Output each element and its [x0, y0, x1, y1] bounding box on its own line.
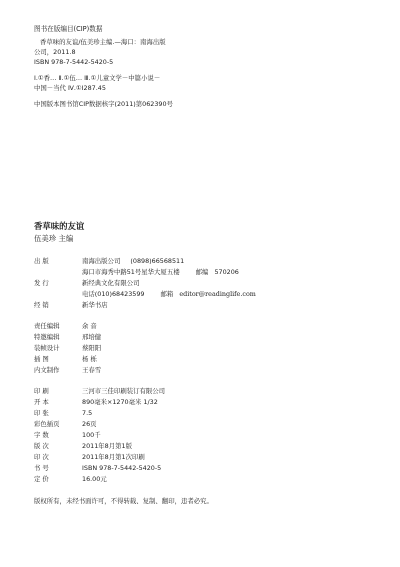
email-label: 邮箱 [160, 289, 174, 298]
spec-row [34, 431, 364, 439]
spec-row [34, 464, 364, 472]
credit-row [34, 366, 364, 374]
credit-row [34, 355, 364, 363]
postcode: 570206 [214, 267, 239, 276]
distributor-phone: 电话(010)68423599 [82, 289, 145, 298]
spec-label: 开 本 [34, 397, 49, 406]
book-info-block [34, 221, 364, 505]
spec-row [34, 420, 364, 428]
credit-value: 杨 栎 [82, 354, 97, 363]
publisher-row [34, 257, 364, 265]
spec-value: ISBN 978-7-5442-5420-5 [82, 463, 162, 472]
seller-row [34, 301, 364, 309]
cip-line-publisher: 公司，2011.8 [34, 48, 76, 57]
credit-label: 插 图 [34, 354, 49, 363]
spec-label: 字 数 [34, 430, 49, 439]
distributor-label: 发 行 [34, 278, 49, 287]
distributor-email: editor@readinglife.com [179, 289, 256, 298]
seller-label: 经 销 [34, 300, 49, 309]
spec-value: 7.5 [82, 408, 93, 417]
spec-row [34, 453, 364, 461]
publisher-name: 南海出版公司 [82, 256, 121, 265]
credit-value: 邢培健 [82, 332, 102, 341]
spec-row [34, 398, 364, 406]
spec-label: 书 号 [34, 463, 49, 472]
spec-row [34, 409, 364, 417]
spec-value: 100千 [82, 430, 101, 439]
spec-label: 版 次 [34, 441, 49, 450]
credit-label: 内文制作 [34, 365, 60, 374]
spec-row [34, 475, 364, 483]
credit-value: 余 音 [82, 321, 97, 330]
spec-value: 三河市三佳印刷装订有限公司 [82, 386, 166, 395]
spec-row [34, 442, 364, 450]
spec-value: 890毫米×1270毫米 1/32 [82, 397, 158, 406]
spec-label: 印 张 [34, 408, 49, 417]
distributor-contact-row [34, 290, 364, 298]
distributor-row [34, 279, 364, 287]
credit-value: 蔡阳阳 [82, 343, 102, 352]
cip-line-isbn: ISBN 978-7-5442-5420-5 [34, 58, 114, 67]
credit-label: 装帧设计 [34, 343, 60, 352]
book-editor: 伍美珍 主编 [34, 233, 74, 243]
cip-line-title: 香草味的友谊/伍美珍主编.—海口：南海出版 [40, 38, 166, 47]
credit-row [34, 333, 364, 341]
spec-value: 16.00元 [82, 474, 107, 483]
spec-label: 印 刷 [34, 386, 49, 395]
credit-row [34, 344, 364, 352]
cip-data-block [34, 25, 364, 110]
spec-row [34, 387, 364, 395]
credit-value: 王春雪 [82, 365, 102, 374]
spec-value: 2011年8月第1版 [82, 441, 132, 450]
cip-line-category: 中国－当代 Ⅳ.①I287.45 [34, 84, 106, 93]
postcode-label: 邮编 [195, 267, 209, 276]
cip-line-record: 中国版本图书馆CIP数据核字(2011)第062390号 [34, 100, 173, 109]
credit-label: 特邀编辑 [34, 332, 60, 341]
book-title: 香草味的友谊 [34, 221, 85, 231]
seller-value: 新华书店 [82, 300, 108, 309]
distributor-name: 新经典文化有限公司 [82, 278, 140, 287]
copyright-notice: 版权所有，未经书面许可，不得转载、复制、翻印，违者必究。 [34, 496, 213, 505]
spec-label: 定 价 [34, 474, 49, 483]
publisher-address: 海口市海秀中路51号星华大厦五楼 [82, 267, 180, 276]
spec-label: 印 次 [34, 452, 49, 461]
publisher-address-row [34, 268, 364, 276]
cip-line-classification: Ⅰ.①香… Ⅱ.①伍… Ⅲ.①儿童文学－中篇小说－ [34, 74, 161, 83]
publisher-phone: (0898)66568511 [130, 256, 185, 265]
spec-label: 彩色插页 [34, 419, 60, 428]
cip-title: 图书在版编目(CIP)数据 [34, 25, 103, 33]
credit-label: 责任编辑 [34, 321, 60, 330]
publisher-label: 出 版 [34, 256, 49, 265]
spec-value: 2011年8月第1次印刷 [82, 452, 145, 461]
spec-value: 26页 [82, 419, 97, 428]
credit-row [34, 322, 364, 330]
